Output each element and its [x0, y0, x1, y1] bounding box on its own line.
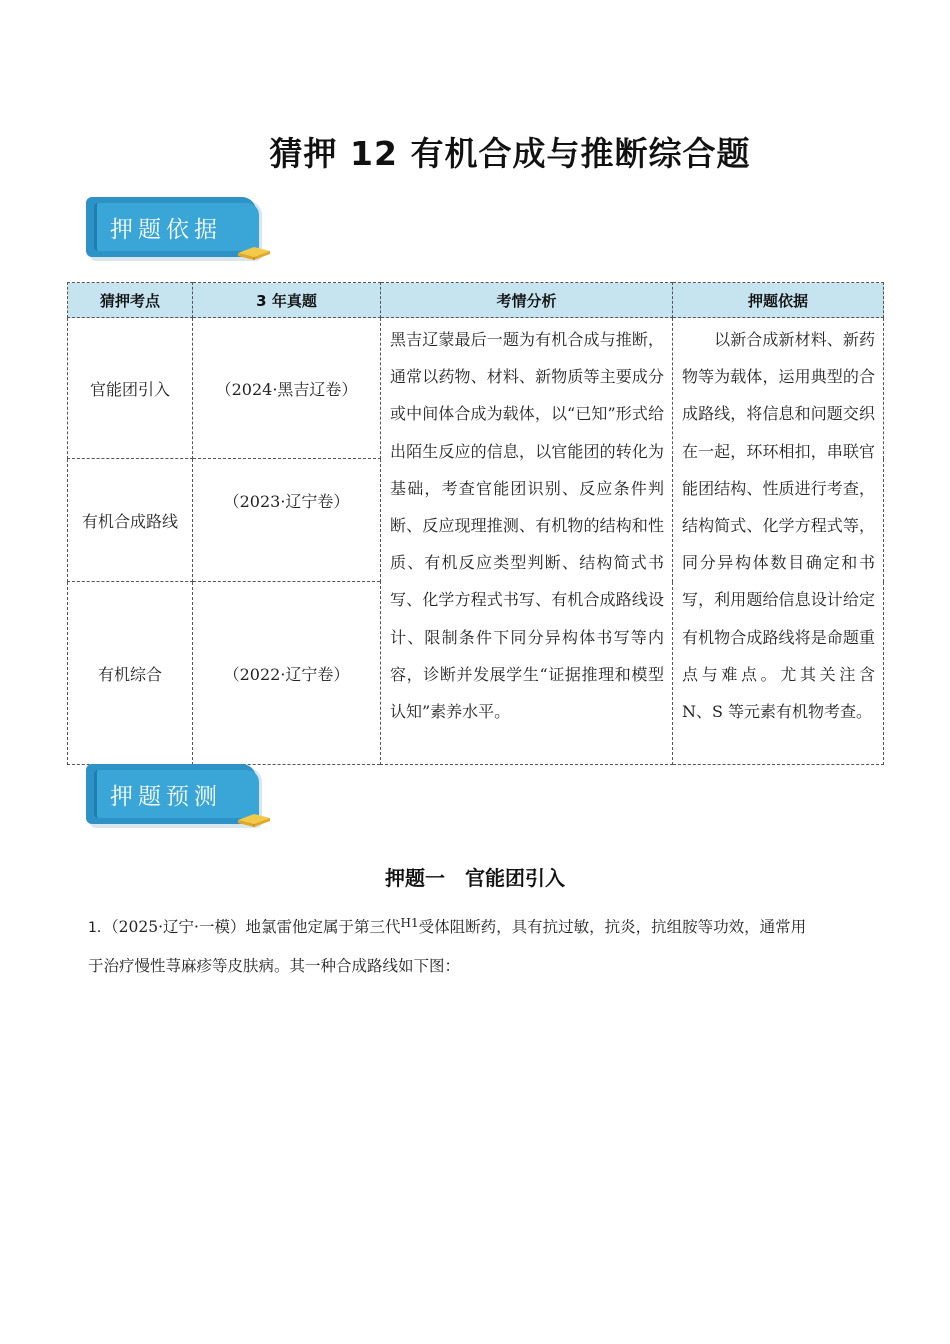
table-row: [68, 318, 884, 459]
page-title: 猜押 12 有机合成与推断综合题: [269, 134, 751, 173]
basis-banner-label: 押题依据: [110, 217, 222, 243]
question-line-2: 于治疗慢性荨麻疹等皮肤病。其一种合成路线如下图：: [88, 957, 461, 975]
question-text: 受体阻断药，具有抗过敏，抗炎，抗组胺等功效，通常用: [418, 918, 807, 936]
question-line-1: [88, 915, 806, 937]
point-cell: 官能团引入: [68, 318, 193, 459]
exam-cell: （2024·黑吉辽卷）: [193, 318, 381, 459]
basis-banner: [86, 197, 272, 265]
h1-label: H1: [400, 916, 419, 930]
exam-cell: （2022·辽宁卷）: [193, 582, 381, 765]
basis-text: 以新合成新材料、新药物等为载体，运用典型的合成路线，将信息和问题交织在一起，环环相扣，串联官能团结构、性质进行考查，结构简式、化学方程式等，同分异构体数目确定和书写，利用题给信息设计给定有机物合成路线将是命题重点与难点。尤其关注含 N、S 等元素有机物考查。: [682, 330, 875, 722]
exam-cell: （2023·辽宁卷）: [193, 459, 381, 582]
column-header: 3 年真题: [193, 283, 381, 318]
question-text: （2025·辽宁·一模）地氯雷他定属于第三代: [110, 918, 401, 936]
book-icon: [236, 241, 272, 261]
column-header: 考情分析: [381, 283, 673, 318]
section-title: 押题一 官能团引入: [385, 866, 565, 890]
table-header-row: [68, 283, 884, 318]
analysis-cell: 黑吉辽蒙最后一题为有机合成与推断，通常以药物、材料、新物质等主要成分或中间体合成为载体，以“已知”形式给出陌生反应的信息，以官能团的转化为基础，考查官能团识别、反应条件判断、反应现理推测、有机物的结构和性质、有机反应类型判断、结构简式书写、化学方程式书写、有机合成路线设计、限制条件下同分异构体书写等内容，诊断并发展学生“证据推理和模型认知”素养水平。: [381, 318, 673, 765]
analysis-table: [67, 282, 884, 765]
forecast-banner: [86, 764, 272, 832]
column-header: 猜押考点: [68, 283, 193, 318]
point-cell: 有机综合: [68, 582, 193, 765]
column-header: 押题依据: [673, 283, 884, 318]
basis-cell: [673, 318, 884, 765]
question-number: 1．: [88, 920, 111, 936]
forecast-banner-label: 押题预测: [110, 784, 222, 810]
book-icon: [236, 808, 272, 828]
point-cell: 有机合成路线: [68, 459, 193, 582]
